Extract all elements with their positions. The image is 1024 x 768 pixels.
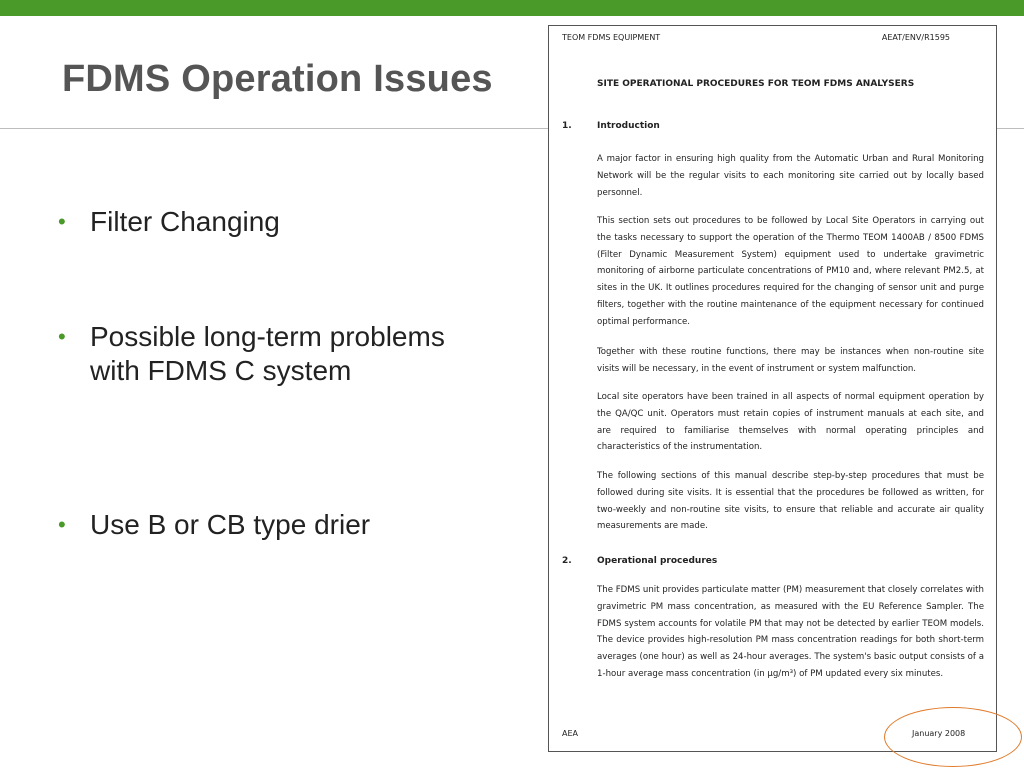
bullet-dot-icon: •	[58, 209, 66, 234]
doc-paragraph: The FDMS unit provides particulate matter (PM) measurement that closely correlates with gravimetric PM mass concentration, as measured with the EU Reference Sampler. The FDMS system accounts for volatile PM that may not be detected by earlier TEOM models. The device provides high-resolution PM mass concentration readings for both short-term averages (one hour) as well as 24-hour averages. The system's basic output consists of a 1-hour average mass concentration (in µg/m³) of PM updated every six minutes.	[597, 585, 984, 679]
doc-paragraph: A major factor in ensuring high quality from the Automatic Urban and Rural Monitoring Network will be the regular visits to each monitoring site carried out by locally based personnel.	[597, 154, 984, 198]
bullet-dot-icon: •	[58, 324, 66, 349]
doc-paragraph: Local site operators have been trained in all aspects of normal equipment operation by the QA/QC unit. Operators must retain copies of instrument manuals at each site, and are required to familiarise themselves with normal operating principles and characteristics of the instrumentation.	[597, 392, 984, 453]
bullet-text: Use B or CB type drier	[90, 509, 371, 540]
document-image	[548, 25, 997, 752]
top-accent-bar	[0, 0, 1024, 16]
bullet-item	[58, 205, 478, 239]
section-title: Operational procedures	[597, 556, 718, 566]
bullet-item	[58, 508, 478, 542]
section-number: 2.	[562, 556, 572, 566]
doc-paragraph: This section sets out procedures to be followed by Local Site Operators in carrying out the tasks necessary to support the operation of the Thermo TEOM 1400AB / 8500 FDMS (Filter Dynamic Measurement System) equipment used to undertake gravimetric monitoring of airborne particulate concentrations of PM10 and, where relevant PM2.5, at sites in the UK. It outlines procedures required for the changing of sensor unit and purge filters, together with the routine maintenance of the equipment necessary for continued optimal performance.	[597, 216, 984, 327]
doc-title: SITE OPERATIONAL PROCEDURES FOR TEOM FDMS ANALYSERS	[597, 79, 915, 89]
bullet-dot-icon: •	[58, 512, 66, 537]
section-title: Introduction	[597, 121, 660, 131]
doc-header-right: AEAT/ENV/R1595	[881, 33, 950, 42]
highlight-circle	[884, 707, 1022, 767]
bullet-item	[58, 320, 478, 388]
doc-header-left: TEOM FDMS EQUIPMENT	[562, 33, 661, 42]
doc-paragraph: The following sections of this manual describe step-by-step procedures that must be followed during site visits. It is essential that the procedures be followed as written, for two-weekly and non-routine site visits, to ensure that reliable and accurate air quality measurements are made.	[597, 471, 984, 532]
bullet-text: Possible long-term problems with FDMS C system	[90, 321, 445, 386]
bullet-text: Filter Changing	[90, 206, 280, 237]
doc-footer-left: AEA	[562, 729, 578, 738]
section-number: 1.	[562, 121, 572, 131]
doc-footer-date: January 2008	[912, 729, 966, 738]
slide-title: FDMS Operation Issues	[62, 58, 493, 100]
doc-paragraph: Together with these routine functions, there may be instances when non-routine site visits will be necessary, in the event of instrument or system malfunction.	[597, 347, 984, 374]
